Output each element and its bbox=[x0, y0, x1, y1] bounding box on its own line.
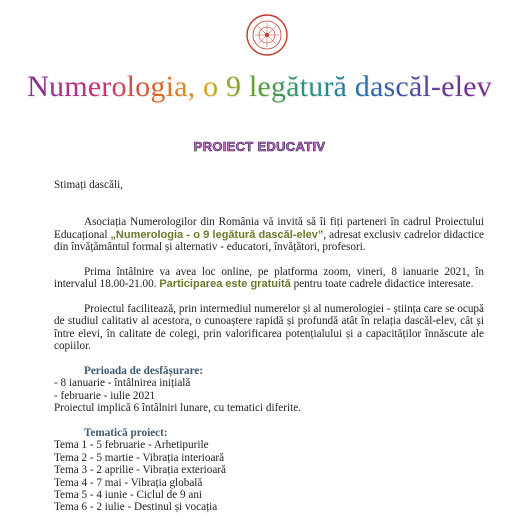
project-name-highlight: „Numerologia - o 9 legătură dascăl-elev” bbox=[110, 228, 324, 241]
period-item: - 8 ianuarie - întâlnirea inițială bbox=[54, 377, 191, 390]
topic-item: Tema 6 - 2 iulie - Destinul și vocația bbox=[54, 501, 218, 514]
topic-item: Tema 4 - 7 mai - Vibrația globală bbox=[54, 476, 203, 489]
page-title: Numerologia, o 9 legătură dascăl-elev bbox=[0, 70, 519, 104]
meeting-paragraph: Prima întâlnire va avea loc online, pe platforma zoom, vineri, 8 ianuarie 2021, în intervalul 18.00-21.00. Participarea este gratuită pentru toate cadrele didactice interesate. bbox=[54, 265, 484, 291]
topic-item: Tema 2 - 5 martie - Vibrația interioară bbox=[54, 451, 225, 464]
period-item: Proiectul implică 6 întâlniri lunare, cu tematici diferite. bbox=[54, 402, 301, 415]
topic-item: Tema 5 - 4 iunie - Ciclul de 9 ani bbox=[54, 489, 203, 502]
topics-heading: Tematică proiect: bbox=[84, 427, 168, 440]
project-subtitle: PROIECT EDUCATIV bbox=[193, 139, 326, 154]
topic-item: Tema 3 - 2 aprilie - Vibrația exterioară bbox=[54, 464, 226, 477]
invitation-paragraph: Asociația Numerologilor din România vă invită să îi fiți parteneri în cadrul Proiectului Educațional „Numerologia - o 9 legătură dascăl-elev”, adresat exclusiv cadrelor didactice din învățământul formal și alternativ - educatori, învățători, profesori. bbox=[54, 216, 485, 253]
period-item: - februarie - iulie 2021 bbox=[54, 389, 156, 402]
free-participation-highlight: Participarea este gratuită bbox=[159, 278, 291, 291]
letter-body bbox=[54, 179, 484, 514]
period-heading: Perioada de desfășurare: bbox=[84, 365, 204, 378]
greeting: Stimați dascăli, bbox=[54, 179, 123, 191]
topic-item: Tema 1 - 5 februarie - Arhetipurile bbox=[54, 439, 209, 452]
project-description-paragraph: Proiectul facilitează, prin intermediul numerelor și al numerologiei - știința care se ocupă de studiul calitativ al acestora, o cunoaștere rapidă și profundă atât în relația dascăl-elev, cât și între elevi, în calitate de colegi, prin valorificarea potențialului și a capacităților înnăscute ale copiilor. bbox=[54, 303, 484, 353]
association-logo bbox=[246, 14, 288, 56]
